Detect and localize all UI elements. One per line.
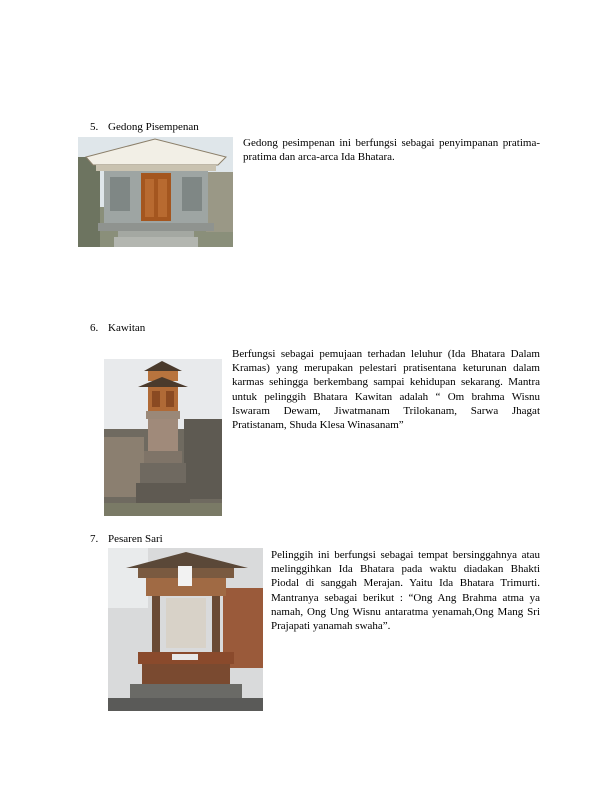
kawitan-shrine-photo bbox=[104, 359, 222, 516]
section-number: 6. bbox=[90, 322, 99, 334]
section-title: Gedong Pisempenan bbox=[108, 121, 199, 133]
section-text-kawitan: Berfungsi sebagai pemujaan terhadan leluhur (Ida Bhatara Dalam Kramas) yang merupakan pelestari pratisentana keturunan dalam karmas sehingga berkembang sampai kehidupan sekarang. Mantra untuk pelinggih Bhatara Kawitan adalah “ Om brahma Wisnu Iswaram Dewam, Jiwatmanam Trilokanam, Sarwa Jhagat Pratistanam, Shuda Klesa Winasanam” bbox=[232, 348, 540, 432]
section-title: Pesaren Sari bbox=[108, 533, 163, 545]
pesaren-sari-photo bbox=[108, 548, 263, 711]
section-text-pesaren-sari: Pelinggih ini berfungsi sebagai tempat bersinggahnya atau melinggihkan Ida Bhatara pada waktu diadakan Bhakti Piodal di sanggah Merajan. Yaitu Ida Bhatara Trimurti. Mantranya sebagai berikut : “Ong Ang Brahma atma ya namah, Ong Ung Wisnu antaratma yenamah,Ong Mang Sri Prajapati yanamah swaha”. bbox=[271, 549, 540, 633]
section-number: 7. bbox=[90, 533, 99, 545]
section-heading-gedong-pisempenan bbox=[90, 121, 199, 133]
section-title: Kawitan bbox=[108, 322, 146, 334]
section-text-gedong-pisempenan: Gedong pesimpenan ini berfungsi sebagai penyimpanan pratima-pratima dan arca-arca Ida Bhatara. bbox=[243, 137, 540, 164]
section-heading-pesaren-sari bbox=[90, 533, 163, 545]
section-number: 5. bbox=[90, 121, 99, 133]
gedong-pisempenan-photo bbox=[78, 137, 233, 247]
section-heading-kawitan bbox=[90, 322, 145, 334]
